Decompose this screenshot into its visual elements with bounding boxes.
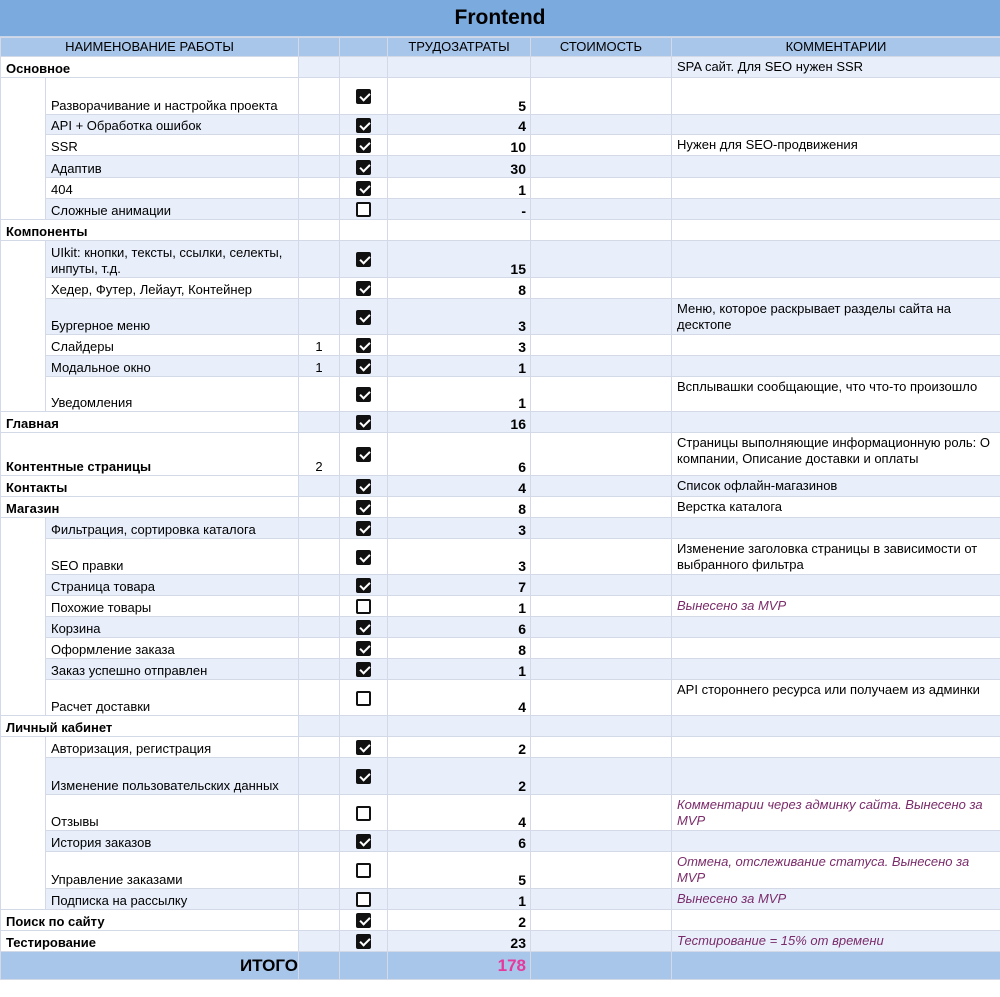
comment-cell: [672, 575, 1000, 596]
checked-checkbox[interactable]: [356, 89, 371, 104]
checkbox-cell: [340, 889, 388, 910]
item-name: Уведомления: [46, 377, 299, 412]
cost-cell: [531, 335, 672, 356]
checkbox-cell: [340, 476, 388, 497]
table-row: [1, 178, 1000, 199]
checked-checkbox[interactable]: [356, 181, 371, 196]
comment-cell: Вынесено за MVP: [672, 889, 1000, 910]
unchecked-checkbox[interactable]: [356, 892, 371, 907]
comment-cell: [672, 115, 1000, 135]
checked-checkbox[interactable]: [356, 415, 371, 430]
checkbox-cell: [340, 831, 388, 852]
checked-checkbox[interactable]: [356, 578, 371, 593]
count-cell: [299, 199, 340, 220]
cost-cell: [531, 299, 672, 335]
checkbox-cell: [340, 852, 388, 889]
checked-checkbox[interactable]: [356, 387, 371, 402]
item-name: История заказов: [46, 831, 299, 852]
unchecked-checkbox[interactable]: [356, 863, 371, 878]
comment-cell: [672, 617, 1000, 638]
checked-checkbox[interactable]: [356, 620, 371, 635]
comment-cell: [672, 412, 1000, 433]
section-name: Контентные страницы: [1, 433, 299, 476]
item-name: Сложные анимации: [46, 199, 299, 220]
count-cell: 1: [299, 356, 340, 377]
checked-checkbox[interactable]: [356, 359, 371, 374]
effort-cell: [388, 57, 531, 78]
comment-cell: [672, 638, 1000, 659]
checkbox-cell: [340, 241, 388, 278]
section-name: Контакты: [1, 476, 299, 497]
effort-cell: 1: [388, 356, 531, 377]
comment-cell: [672, 178, 1000, 199]
checkbox-cell: [340, 412, 388, 433]
table-row: [1, 57, 1000, 78]
item-name: Модальное окно: [46, 356, 299, 377]
table-row: [1, 716, 1000, 737]
effort-cell: 8: [388, 497, 531, 518]
checked-checkbox[interactable]: [356, 913, 371, 928]
effort-cell: 3: [388, 299, 531, 335]
estimate-table: [0, 37, 1000, 980]
table-row: [1, 638, 1000, 659]
indent-cell: [1, 78, 46, 220]
count-cell: [299, 178, 340, 199]
comment-cell: [672, 78, 1000, 115]
cost-cell: [531, 617, 672, 638]
checkbox-cell: [340, 377, 388, 412]
table-row: [1, 476, 1000, 497]
checked-checkbox[interactable]: [356, 834, 371, 849]
section-name: Магазин: [1, 497, 299, 518]
cost-cell: [531, 412, 672, 433]
effort-cell: -: [388, 199, 531, 220]
effort-cell: 3: [388, 518, 531, 539]
checkbox-cell: [340, 335, 388, 356]
checked-checkbox[interactable]: [356, 500, 371, 515]
count-cell: [299, 737, 340, 758]
cost-cell: [531, 497, 672, 518]
count-cell: [299, 910, 340, 931]
count-cell: [299, 135, 340, 156]
unchecked-checkbox[interactable]: [356, 202, 371, 217]
effort-cell: 4: [388, 795, 531, 831]
count-cell: [299, 377, 340, 412]
comment-cell: [672, 659, 1000, 680]
checked-checkbox[interactable]: [356, 281, 371, 296]
checkbox-cell: [340, 539, 388, 575]
count-cell: [299, 831, 340, 852]
effort-cell: 1: [388, 659, 531, 680]
effort-cell: 6: [388, 831, 531, 852]
cost-cell: [531, 575, 672, 596]
table-row: [1, 115, 1000, 135]
comment-cell: [672, 335, 1000, 356]
checked-checkbox[interactable]: [356, 550, 371, 565]
table-row: [1, 356, 1000, 377]
effort-cell: 1: [388, 178, 531, 199]
checked-checkbox[interactable]: [356, 479, 371, 494]
section-name: Тестирование: [1, 931, 299, 952]
item-name: Подписка на рассылку: [46, 889, 299, 910]
table-row: [1, 278, 1000, 299]
count-cell: [299, 889, 340, 910]
count-cell: [299, 241, 340, 278]
table-row: [1, 596, 1000, 617]
table-row: [1, 659, 1000, 680]
total-count: [299, 952, 340, 980]
table-row: [1, 199, 1000, 220]
count-cell: [299, 115, 340, 135]
item-name: Адаптив: [46, 156, 299, 178]
sheet-title: Frontend: [0, 0, 1000, 37]
count-cell: [299, 931, 340, 952]
comment-cell: Всплывашки сообщающие, что что-то произошло: [672, 377, 1000, 412]
comment-cell: [672, 199, 1000, 220]
item-name: Управление заказами: [46, 852, 299, 889]
total-check: [340, 952, 388, 980]
cost-cell: [531, 433, 672, 476]
table-row: [1, 433, 1000, 476]
table-row: [1, 737, 1000, 758]
checked-checkbox[interactable]: [356, 118, 371, 133]
cost-cell: [531, 476, 672, 497]
checked-checkbox[interactable]: [356, 740, 371, 755]
indent-cell: [1, 737, 46, 910]
effort-cell: 15: [388, 241, 531, 278]
effort-cell: 8: [388, 638, 531, 659]
count-cell: [299, 852, 340, 889]
checked-checkbox[interactable]: [356, 521, 371, 536]
comment-cell: Список офлайн-магазинов: [672, 476, 1000, 497]
comment-cell: API стороннего ресурса или получаем из админки: [672, 680, 1000, 716]
comment-cell: Верстка каталога: [672, 497, 1000, 518]
checkbox-cell: [340, 795, 388, 831]
effort-cell: 4: [388, 476, 531, 497]
comment-cell: [672, 356, 1000, 377]
effort-cell: 4: [388, 115, 531, 135]
checked-checkbox[interactable]: [356, 252, 371, 267]
effort-cell: [388, 716, 531, 737]
checkbox-cell: [340, 758, 388, 795]
table-row: [1, 758, 1000, 795]
cost-cell: [531, 852, 672, 889]
checkbox-cell: [340, 497, 388, 518]
count-cell: [299, 497, 340, 518]
table-row: [1, 299, 1000, 335]
effort-cell: 30: [388, 156, 531, 178]
table-row: [1, 156, 1000, 178]
effort-cell: 3: [388, 335, 531, 356]
checkbox-cell: [340, 518, 388, 539]
checked-checkbox[interactable]: [356, 641, 371, 656]
count-cell: 1: [299, 335, 340, 356]
effort-cell: 6: [388, 433, 531, 476]
header-comment: КОММЕНТАРИИ: [672, 38, 1000, 57]
header-cost: СТОИМОСТЬ: [531, 38, 672, 57]
table-row: [1, 575, 1000, 596]
comment-cell: [672, 910, 1000, 931]
checkbox-cell: [340, 156, 388, 178]
table-row: [1, 831, 1000, 852]
comment-cell: Вынесено за MVP: [672, 596, 1000, 617]
cost-cell: [531, 716, 672, 737]
section-name: Главная: [1, 412, 299, 433]
total-row: [1, 952, 1000, 980]
cost-cell: [531, 831, 672, 852]
item-name: Корзина: [46, 617, 299, 638]
item-name: UIkit: кнопки, тексты, ссылки, селекты, инпуты, т.д.: [46, 241, 299, 278]
cost-cell: [531, 278, 672, 299]
header-count: [299, 38, 340, 57]
comment-cell: [672, 220, 1000, 241]
comment-cell: [672, 737, 1000, 758]
effort-cell: 6: [388, 617, 531, 638]
section-name: Поиск по сайту: [1, 910, 299, 931]
effort-cell: 1: [388, 889, 531, 910]
item-name: Расчет доставки: [46, 680, 299, 716]
cost-cell: [531, 596, 672, 617]
cost-cell: [531, 135, 672, 156]
count-cell: [299, 596, 340, 617]
count-cell: [299, 659, 340, 680]
table-row: [1, 135, 1000, 156]
total-comment: [672, 952, 1000, 980]
cost-cell: [531, 115, 672, 135]
item-name: Авторизация, регистрация: [46, 737, 299, 758]
cost-cell: [531, 659, 672, 680]
count-cell: [299, 638, 340, 659]
checkbox-cell: [340, 931, 388, 952]
count-cell: [299, 299, 340, 335]
comment-cell: Отмена, отслеживание статуса. Вынесено за MVP: [672, 852, 1000, 889]
unchecked-checkbox[interactable]: [356, 806, 371, 821]
checkbox-cell: [340, 220, 388, 241]
effort-cell: 1: [388, 377, 531, 412]
checked-checkbox[interactable]: [356, 934, 371, 949]
checkbox-cell: [340, 910, 388, 931]
table-row: [1, 889, 1000, 910]
item-name: Слайдеры: [46, 335, 299, 356]
checked-checkbox[interactable]: [356, 160, 371, 175]
cost-cell: [531, 931, 672, 952]
checkbox-cell: [340, 575, 388, 596]
item-name: Разворачивание и настройка проекта: [46, 78, 299, 115]
checkbox-cell: [340, 199, 388, 220]
table-row: [1, 497, 1000, 518]
count-cell: 2: [299, 433, 340, 476]
checkbox-cell: [340, 716, 388, 737]
checkbox-cell: [340, 356, 388, 377]
comment-cell: [672, 831, 1000, 852]
effort-cell: 16: [388, 412, 531, 433]
table-row: [1, 617, 1000, 638]
table-row: [1, 910, 1000, 931]
effort-cell: 2: [388, 910, 531, 931]
checkbox-cell: [340, 737, 388, 758]
section-name: Личный кабинет: [1, 716, 299, 737]
table-row: [1, 241, 1000, 278]
table-row: [1, 852, 1000, 889]
checked-checkbox[interactable]: [356, 447, 371, 462]
cost-cell: [531, 795, 672, 831]
cost-cell: [531, 539, 672, 575]
effort-cell: 3: [388, 539, 531, 575]
cost-cell: [531, 356, 672, 377]
comment-cell: Меню, которое раскрывает разделы сайта на десктопе: [672, 299, 1000, 335]
header-row: [1, 38, 1000, 57]
count-cell: [299, 57, 340, 78]
cost-cell: [531, 377, 672, 412]
cost-cell: [531, 220, 672, 241]
comment-cell: Нужен для SEO-продвижения: [672, 135, 1000, 156]
comment-cell: Комментарии через админку сайта. Вынесено за MVP: [672, 795, 1000, 831]
unchecked-checkbox[interactable]: [356, 691, 371, 706]
count-cell: [299, 617, 340, 638]
checked-checkbox[interactable]: [356, 769, 371, 784]
checkbox-cell: [340, 596, 388, 617]
item-name: Заказ успешно отправлен: [46, 659, 299, 680]
table-row: [1, 335, 1000, 356]
effort-cell: 10: [388, 135, 531, 156]
effort-cell: 23: [388, 931, 531, 952]
count-cell: [299, 758, 340, 795]
checkbox-cell: [340, 278, 388, 299]
effort-cell: 2: [388, 737, 531, 758]
comment-cell: [672, 241, 1000, 278]
indent-cell: [1, 241, 46, 412]
effort-cell: 2: [388, 758, 531, 795]
cost-cell: [531, 241, 672, 278]
table-row: [1, 931, 1000, 952]
cost-cell: [531, 199, 672, 220]
item-name: Изменение пользовательских данных: [46, 758, 299, 795]
checkbox-cell: [340, 178, 388, 199]
section-name: Основное: [1, 57, 299, 78]
cost-cell: [531, 78, 672, 115]
comment-cell: Изменение заголовка страницы в зависимости от выбранного фильтра: [672, 539, 1000, 575]
checkbox-cell: [340, 659, 388, 680]
count-cell: [299, 518, 340, 539]
comment-cell: [672, 716, 1000, 737]
checked-checkbox[interactable]: [356, 310, 371, 325]
item-name: Бургерное меню: [46, 299, 299, 335]
cost-cell: [531, 156, 672, 178]
comment-cell: [672, 758, 1000, 795]
header-name: НАИМЕНОВАНИЕ РАБОТЫ: [1, 38, 299, 57]
item-name: Страница товара: [46, 575, 299, 596]
count-cell: [299, 156, 340, 178]
item-name: Хедер, Футер, Лейаут, Контейнер: [46, 278, 299, 299]
table-row: [1, 680, 1000, 716]
checked-checkbox[interactable]: [356, 662, 371, 677]
item-name: Похожие товары: [46, 596, 299, 617]
effort-cell: 7: [388, 575, 531, 596]
count-cell: [299, 278, 340, 299]
comment-cell: [672, 518, 1000, 539]
cost-cell: [531, 680, 672, 716]
cost-cell: [531, 889, 672, 910]
checkbox-cell: [340, 135, 388, 156]
checkbox-cell: [340, 299, 388, 335]
count-cell: [299, 680, 340, 716]
checked-checkbox[interactable]: [356, 138, 371, 153]
cost-cell: [531, 178, 672, 199]
cost-cell: [531, 518, 672, 539]
item-name: Фильтрация, сортировка каталога: [46, 518, 299, 539]
count-cell: [299, 78, 340, 115]
effort-cell: 8: [388, 278, 531, 299]
unchecked-checkbox[interactable]: [356, 599, 371, 614]
item-name: API + Обработка ошибок: [46, 115, 299, 135]
count-cell: [299, 716, 340, 737]
count-cell: [299, 539, 340, 575]
cost-cell: [531, 758, 672, 795]
total-cost: [531, 952, 672, 980]
count-cell: [299, 220, 340, 241]
checkbox-cell: [340, 638, 388, 659]
checkbox-cell: [340, 115, 388, 135]
cost-cell: [531, 737, 672, 758]
checkbox-cell: [340, 78, 388, 115]
header-effort: ТРУДОЗАТРАТЫ: [388, 38, 531, 57]
comment-cell: SPA сайт. Для SEO нужен SSR: [672, 57, 1000, 78]
item-name: Отзывы: [46, 795, 299, 831]
indent-cell: [1, 518, 46, 716]
item-name: SEO правки: [46, 539, 299, 575]
total-label: ИТОГО: [1, 952, 299, 980]
table-row: [1, 518, 1000, 539]
checkbox-cell: [340, 680, 388, 716]
checkbox-cell: [340, 57, 388, 78]
count-cell: [299, 412, 340, 433]
table-row: [1, 220, 1000, 241]
effort-cell: 4: [388, 680, 531, 716]
comment-cell: [672, 156, 1000, 178]
count-cell: [299, 476, 340, 497]
item-name: SSR: [46, 135, 299, 156]
comment-cell: Тестирование = 15% от времени: [672, 931, 1000, 952]
cost-cell: [531, 910, 672, 931]
effort-cell: 5: [388, 852, 531, 889]
table-row: [1, 377, 1000, 412]
total-value: 178: [388, 952, 531, 980]
comment-cell: [672, 278, 1000, 299]
checkbox-cell: [340, 433, 388, 476]
effort-cell: [388, 220, 531, 241]
cost-cell: [531, 57, 672, 78]
checked-checkbox[interactable]: [356, 338, 371, 353]
cost-cell: [531, 638, 672, 659]
table-row: [1, 539, 1000, 575]
table-row: [1, 795, 1000, 831]
effort-cell: 5: [388, 78, 531, 115]
item-name: Оформление заказа: [46, 638, 299, 659]
comment-cell: Страницы выполняющие информационную роль: О компании, Описание доставки и оплаты: [672, 433, 1000, 476]
table-row: [1, 412, 1000, 433]
section-name: Компоненты: [1, 220, 299, 241]
effort-cell: 1: [388, 596, 531, 617]
item-name: 404: [46, 178, 299, 199]
count-cell: [299, 575, 340, 596]
table-row: [1, 78, 1000, 115]
checkbox-cell: [340, 617, 388, 638]
header-check: [340, 38, 388, 57]
count-cell: [299, 795, 340, 831]
